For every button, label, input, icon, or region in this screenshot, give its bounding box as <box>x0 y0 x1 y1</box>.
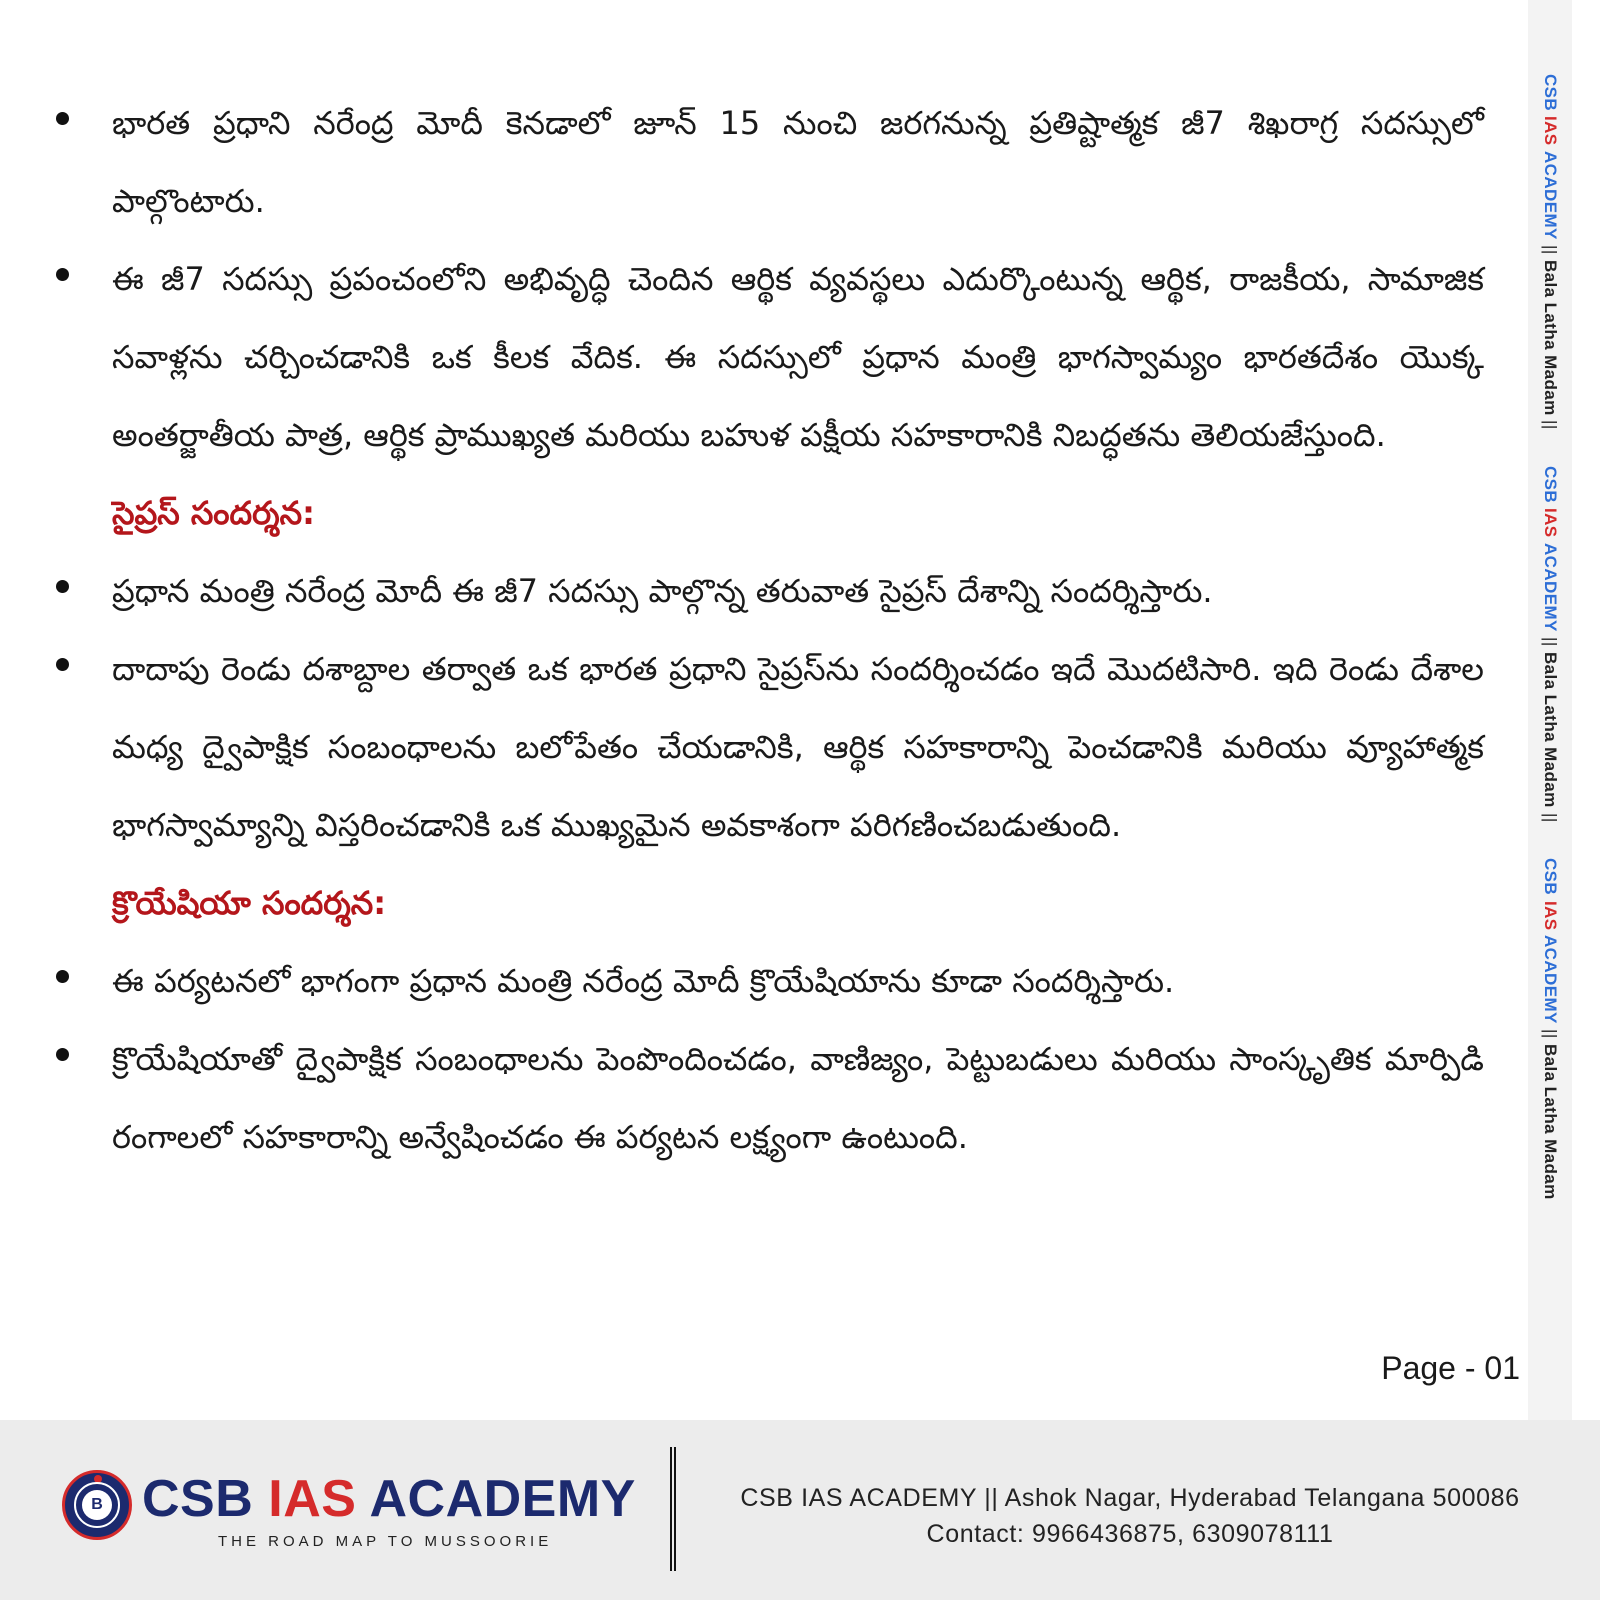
brand-name <box>142 1470 636 1528</box>
academy-seal-logo-icon <box>62 1470 132 1540</box>
section-heading-croatia: క్రొయేషియా సందర్శన: <box>112 884 387 922</box>
watermark-separator: || <box>1541 420 1560 430</box>
footer-contact: Contact: 9966436875, 6309078111 <box>926 1520 1334 1548</box>
bullet-icon <box>56 268 69 281</box>
watermark-ias: IAS <box>1541 116 1560 146</box>
watermark-academy: ACADEMY <box>1541 543 1560 632</box>
watermark-ias: IAS <box>1541 900 1560 931</box>
section-heading-cyprus: సైప్రస్ సందర్శన: <box>112 494 315 532</box>
footer-address: CSB IAS ACADEMY || Ashok Nagar, Hyderabad Telangana 500086 <box>740 1484 1520 1512</box>
watermark-csb: CSB <box>1541 74 1560 112</box>
bullet-icon <box>56 112 69 125</box>
list-item <box>0 552 1520 630</box>
main-content <box>0 84 1520 1176</box>
logo-monogram: B <box>82 1490 112 1520</box>
brand-csb: CSB <box>142 1470 254 1528</box>
watermark-separator: || <box>1541 1029 1560 1039</box>
bullet-icon <box>56 1048 69 1061</box>
page-number: Page - 01 <box>1381 1350 1520 1386</box>
watermark-name: Bala Latha Madam <box>1541 651 1560 808</box>
bullet-icon <box>56 658 69 671</box>
paragraph: క్రొయేషియాతో ద్వైపాక్షిక సంబంధాలను పెంపొందించడం, వాణిజ్యం, పెట్టుబడులు మరియు సాంస్కృతిక మార్పిడి రంగాలలో సహకారాన్ని అన్వేషించడం ఈ పర్యటన లక్ష్యంగా ఉంటుంది. <box>112 1040 1484 1156</box>
watermark-academy: ACADEMY <box>1541 935 1560 1025</box>
list-item <box>0 240 1520 474</box>
watermark-separator: || <box>1541 636 1560 647</box>
paragraph: ఈ పర్యటనలో భాగంగా ప్రధాన మంత్రి నరేంద్ర మోదీ క్రొయేషియాను కూడా సందర్శిస్తారు. <box>112 962 1175 1000</box>
list-item <box>0 1020 1520 1176</box>
watermark-ias: IAS <box>1541 508 1560 538</box>
watermark-csb: CSB <box>1541 858 1560 896</box>
bullet-icon <box>56 580 69 593</box>
paragraph: భారత ప్రధాని నరేంద్ర మోదీ కెనడాలో జూన్ 15 నుంచి జరగనున్న ప్రతిష్టాత్మక జీ7 శిఖరాగ్ర సదస్సులో పాల్గొంటారు. <box>112 104 1484 220</box>
paragraph: ఈ జీ7 సదస్సు ప్రపంచంలోని అభివృద్ధి చెందిన ఆర్థిక వ్యవస్థలు ఎదుర్కొంటున్న ఆర్థిక, రాజకీయ, సామాజిక సవాళ్లను చర్చించడానికి ఒక కీలక వేదిక. ఈ సదస్సులో ప్రధాన మంత్రి భాగస్వామ్యం భారతదేశం యొక్క అంతర్జాతీయ పాత్ర, ఆర్థిక ప్రాముఖ్యత మరియు బహుళ పక్షీయ సహకారానికి నిబద్ధతను తెలియజేస్తుంది. <box>112 260 1484 454</box>
list-item <box>0 942 1520 1020</box>
bullet-icon <box>56 970 69 983</box>
brand-ias: IAS <box>268 1470 357 1528</box>
watermark-separator: || <box>1541 244 1560 255</box>
watermark-academy: ACADEMY <box>1541 150 1560 240</box>
footer-divider <box>670 1447 676 1571</box>
brand-tagline: THE ROAD MAP TO MUSSOORIE <box>218 1533 553 1550</box>
side-watermark-text <box>1536 74 1564 1200</box>
paragraph: ప్రధాన మంత్రి నరేంద్ర మోదీ ఈ జీ7 సదస్సు పాల్గొన్న తరువాత సైప్రస్ దేశాన్ని సందర్శిస్తారు. <box>112 572 1213 610</box>
watermark-csb: CSB <box>1541 466 1560 504</box>
watermark-name: Bala Latha Madam <box>1541 1043 1560 1200</box>
list-item <box>0 630 1520 864</box>
watermark-name: Bala Latha Madam <box>1541 259 1560 416</box>
paragraph: దాదాపు రెండు దశాబ్దాల తర్వాత ఒక భారత ప్రధాని సైప్రస్‌ను సందర్శించడం ఇదే మొదటిసారి. ఇది రెండు దేశాల మధ్య ద్వైపాక్షిక సంబంధాలను బలోపేతం చేయడానికి, ఆర్థిక సహకారాన్ని పెంచడానికి మరియు వ్యూహాత్మక భాగస్వామ్యాన్ని విస్తరించడానికి ఒక ముఖ్యమైన అవకాశంగా పరిగణించబడుతుంది. <box>112 650 1484 844</box>
list-item <box>0 84 1520 240</box>
watermark-separator: || <box>1541 812 1560 823</box>
brand-academy: ACADEMY <box>369 1470 636 1528</box>
